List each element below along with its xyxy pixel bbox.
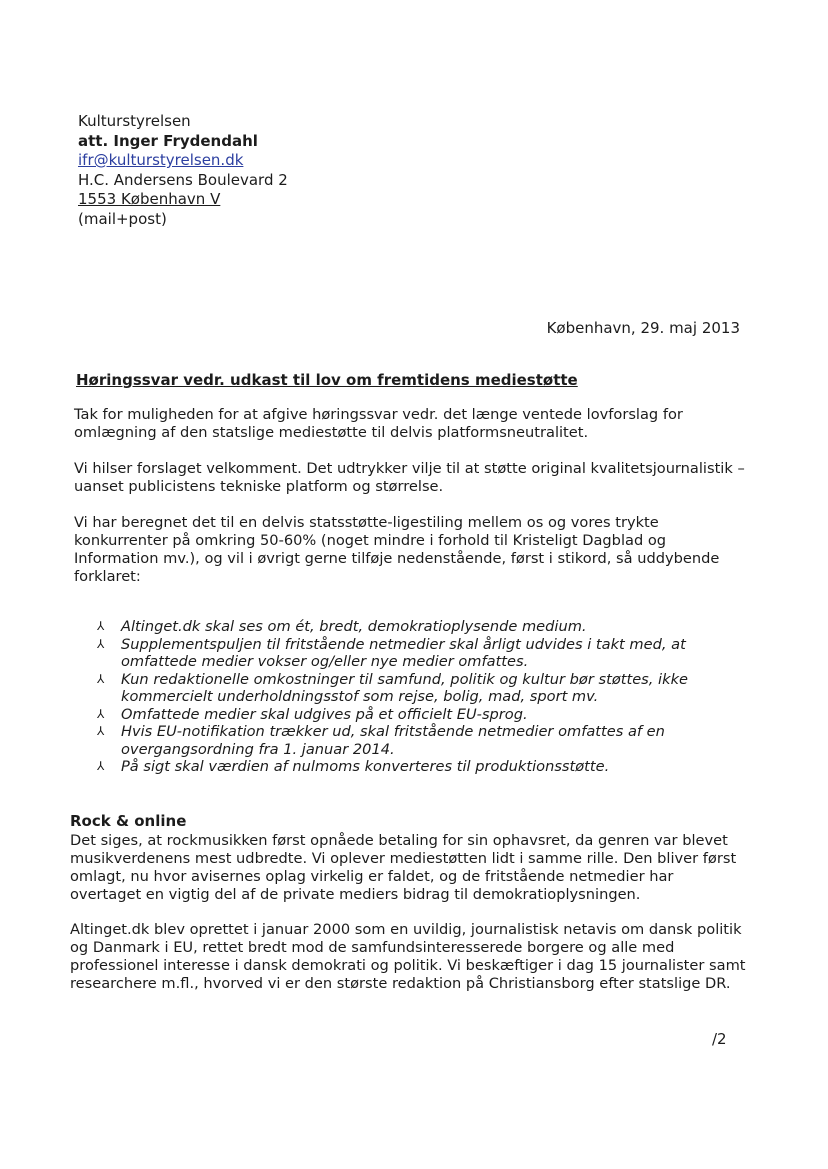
- paragraph-intro: Tak for muligheden for at afgive høringssvar vedr. det længe ventede lovforslag for omlægning af den statslige mediestøtte til delvis platformsneutralitet.: [74, 406, 683, 441]
- delivery-method: (mail+post): [78, 209, 167, 228]
- page-number: /2: [712, 1030, 727, 1048]
- list-item: [97, 618, 737, 636]
- list-item-text: Omfattede medier skal udgives på et officielt EU-sprog.: [121, 705, 528, 723]
- letter-date: København, 29. maj 2013: [546, 319, 740, 337]
- list-item-text: På sigt skal værdien af nulmoms konverteres til produktionsstøtte.: [121, 758, 610, 775]
- bullet-marker-icon: ⅄: [97, 636, 105, 651]
- bullet-marker-icon: ⅄: [97, 759, 105, 773]
- recipient-address: [78, 112, 288, 229]
- bullet-marker-icon: ⅄: [97, 724, 105, 738]
- paragraph-rock: Det siges, at rockmusikken først opnåede betaling for sin ophavsret, da genren var blevet musikverdenens mest udbredte. Vi oplever mediestøtten lidt i samme rille. Den bliver først omlagt, nu hvor avisernes oplag virkelig er faldet, og de fritstående netmedier har overtaget en vigtig del af de private mediers bidrag til demokratioplysningen.: [70, 832, 737, 903]
- list-item: [97, 758, 737, 776]
- paragraph-welcome: Vi hilser forslaget velkomment. Det udtrykker vilje til at støtte original kvalitetsjournalistik – uanset publicistens tekniske platform og størrelse.: [74, 460, 745, 495]
- key-points-list: [97, 618, 737, 776]
- recipient-org: Kulturstyrelsen: [78, 112, 191, 130]
- list-item: [97, 706, 737, 724]
- letter-subject: Høringssvar vedr. udkast til lov om fremtidens mediestøtte: [76, 371, 578, 389]
- bullet-marker-icon: ⅄: [97, 706, 105, 721]
- bullet-marker-icon: ⅄: [97, 619, 105, 633]
- recipient-city: 1553 København V: [78, 190, 221, 208]
- list-item: [97, 636, 737, 671]
- paragraph-calculation: Vi har beregnet det til en delvis statsstøtte-ligestiling mellem os og vores trykte konkurrenter på omkring 50-60% (noget mindre i forhold til Kristeligt Dagblad og Information mv.), og vil i øvrigt gerne tilføje nedenstående, først i stikord, så uddybende forklaret:: [74, 514, 720, 585]
- recipient-street: H.C. Andersens Boulevard 2: [78, 170, 288, 189]
- list-item: [97, 671, 737, 706]
- recipient-email-link[interactable]: ifr@kulturstyrelsen.dk: [78, 151, 244, 169]
- list-item-text: Altinget.dk skal ses om ét, bredt, demokratioplysende medium.: [121, 618, 587, 635]
- list-item-text: Supplementspuljen til fritstående netmedier skal årligt udvides i takt med, at omfattede medier vokser og/eller nye medier omfattes.: [121, 635, 686, 670]
- paragraph-altinget: Altinget.dk blev oprettet i januar 2000 som en uvildig, journalistisk netavis om dansk politik og Danmark i EU, rettet bredt mod de samfundsinteresserede borgere og alle med professionel interesse i dansk demokrati og politik. Vi beskæftiger i dag 15 journalister samt researchere m.fl., hvorved vi er den største redaktion på Christiansborg efter statslige DR.: [70, 921, 746, 992]
- list-item-text: Hvis EU-notifikation trækker ud, skal fritstående netmedier omfattes af en overgangsordning fra 1. januar 2014.: [121, 723, 665, 758]
- bullet-marker-icon: ⅄: [97, 671, 105, 686]
- recipient-attention: att. Inger Frydendahl: [78, 131, 258, 150]
- section-heading: Rock & online: [70, 812, 187, 830]
- list-item-text: Kun redaktionelle omkostninger til samfund, politik og kultur bør støttes, ikke kommercielt underholdningsstof som rejse, bolig, mad, sport mv.: [121, 670, 688, 705]
- list-item: [97, 723, 737, 758]
